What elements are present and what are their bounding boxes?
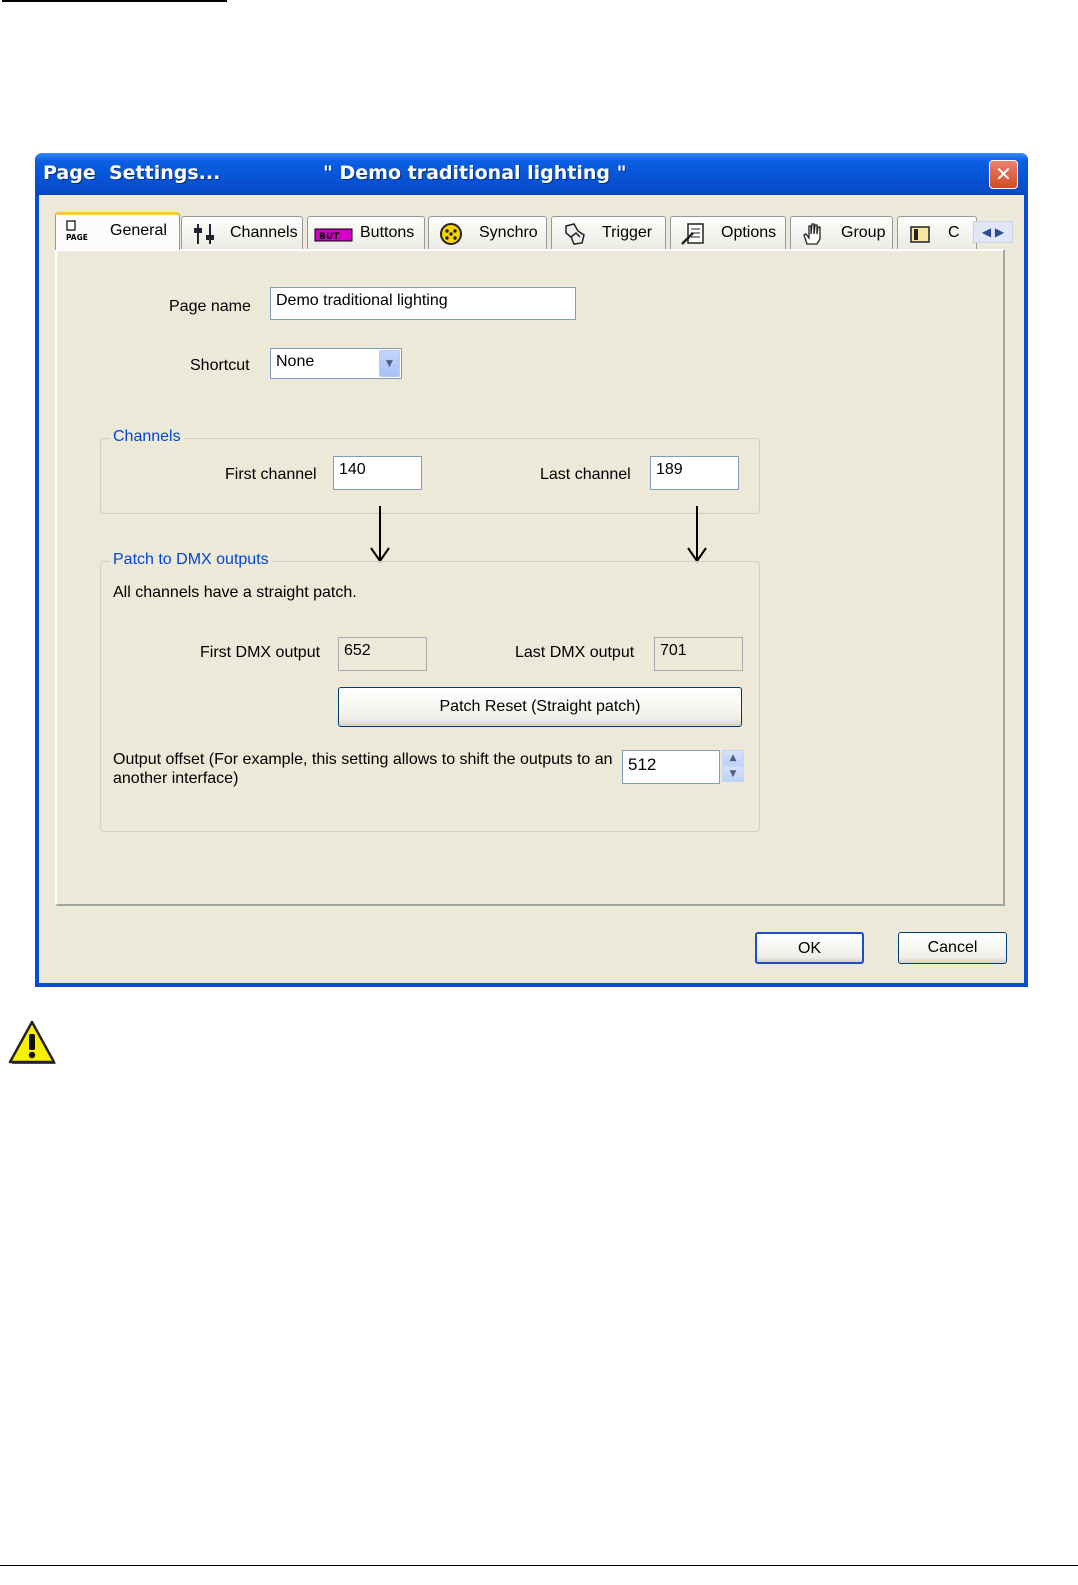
tab-general-label: General xyxy=(110,222,167,239)
channels-group xyxy=(100,428,760,514)
tab-trigger[interactable] xyxy=(551,216,666,249)
faders-icon xyxy=(192,223,218,245)
tab-overflow[interactable] xyxy=(897,216,977,249)
tab-scroll-buttons[interactable] xyxy=(973,221,1013,243)
patch-group xyxy=(100,551,760,832)
offset-label-line2: another interface) xyxy=(113,770,239,787)
spin-down-icon[interactable]: ▼ xyxy=(722,766,744,782)
shortcut-select[interactable] xyxy=(270,348,402,379)
page-icon xyxy=(66,220,92,242)
chevron-right-icon[interactable]: ▶ xyxy=(994,225,1005,239)
tab-channels-label: Channels xyxy=(230,224,298,241)
cancel-button[interactable]: Cancel xyxy=(898,932,1007,964)
patch-group-title: Patch to DMX outputs xyxy=(110,551,272,569)
folder-icon xyxy=(908,223,934,245)
tab-synchro[interactable] xyxy=(428,216,547,249)
tab-group[interactable] xyxy=(790,216,893,249)
top-rule xyxy=(2,0,227,2)
last-dmx-output: 701 xyxy=(654,637,743,671)
page-name-input[interactable]: Demo traditional lighting xyxy=(270,287,576,320)
tab-overflow-label: C xyxy=(948,224,960,241)
tab-general[interactable] xyxy=(55,212,180,250)
shortcut-value: None xyxy=(276,353,315,370)
first-channel-input[interactable]: 140 xyxy=(333,456,422,490)
tab-buttons-label: Buttons xyxy=(360,224,415,241)
tab-trigger-label: Trigger xyxy=(602,224,653,241)
patch-reset-button[interactable]: Patch Reset (Straight patch) xyxy=(338,687,742,727)
channels-group-title: Channels xyxy=(110,428,184,446)
shortcut-label: Shortcut xyxy=(190,357,250,374)
tab-options-label: Options xyxy=(721,224,777,241)
page-name-label: Page name xyxy=(169,298,251,315)
dmx-connector-icon xyxy=(439,223,465,245)
close-button[interactable]: ✕ xyxy=(989,160,1018,189)
tab-strip xyxy=(55,212,1011,249)
title-bar[interactable] xyxy=(35,153,1028,195)
last-dmx-label: Last DMX output xyxy=(515,644,635,661)
tab-channels[interactable] xyxy=(181,216,303,249)
page-settings-dialog xyxy=(35,153,1028,987)
dialog-client-area xyxy=(39,195,1024,983)
down-arrow-icon xyxy=(367,504,393,564)
first-dmx-output: 652 xyxy=(338,637,427,671)
trigger-icon xyxy=(562,223,588,245)
output-offset-spinner[interactable] xyxy=(722,750,744,783)
tab-buttons[interactable] xyxy=(307,216,425,249)
warning-icon xyxy=(8,1018,56,1066)
spin-up-icon[interactable]: ▲ xyxy=(722,750,744,766)
hand-icon xyxy=(801,223,827,245)
output-offset-input[interactable]: 512 xyxy=(622,750,720,784)
patch-info-text: All channels have a straight patch. xyxy=(113,584,357,601)
button-icon-text: BUT xyxy=(319,232,340,242)
last-channel-label: Last channel xyxy=(540,466,631,483)
general-tab-panel xyxy=(55,249,1005,906)
bottom-rule xyxy=(0,1565,1078,1566)
tab-options[interactable] xyxy=(670,216,786,249)
tab-group-label: Group xyxy=(841,224,886,241)
chevron-left-icon[interactable]: ◀ xyxy=(981,225,992,239)
page-icon-text: PAGE xyxy=(66,233,88,242)
ok-button[interactable]: OK xyxy=(755,932,864,964)
last-channel-input[interactable]: 189 xyxy=(650,456,739,490)
options-icon xyxy=(681,223,707,245)
button-icon xyxy=(314,223,354,245)
window-title: Page Settings... xyxy=(43,162,221,184)
offset-label-line1: Output offset (For example, this setting allows to shift the outputs to an xyxy=(113,751,613,768)
chevron-down-icon[interactable]: ▼ xyxy=(379,350,400,377)
window-page-title: " Demo traditional lighting " xyxy=(323,162,627,184)
tab-synchro-label: Synchro xyxy=(479,224,538,241)
down-arrow-icon xyxy=(684,504,710,564)
first-dmx-label: First DMX output xyxy=(200,644,321,661)
first-channel-label: First channel xyxy=(225,466,317,483)
